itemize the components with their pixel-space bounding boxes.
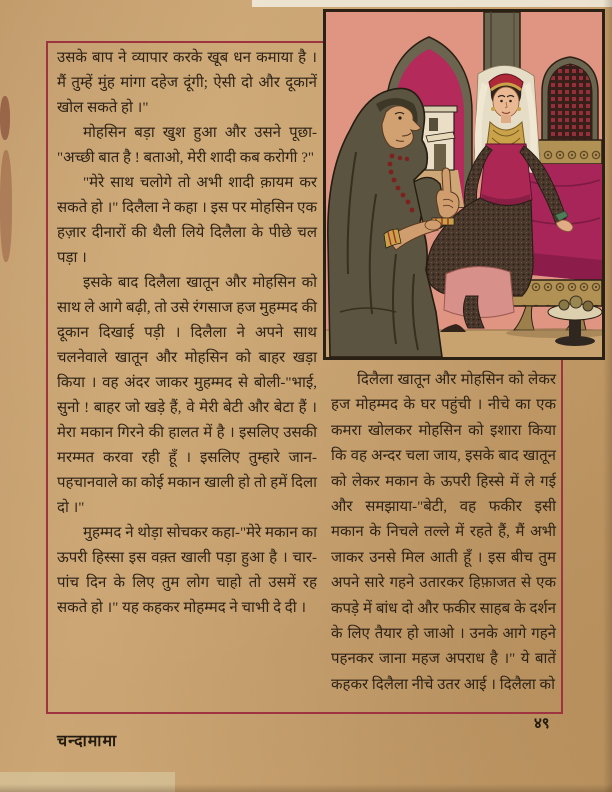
story-paragraph: दिलैला खातून और मोहसिन को लेकर हज मोहम्मद के घर पहुंची । नीचे का एक कमरा खोलकर मोहसिन को इशारा किया कि वह अन्दर चला जाय, इसके बाद खातून को लेकर मकान के ऊपरी हिस्से में ले गई और समझाया-"बेटी, वह फकीर इसी मकान के निचले तल्ले में रहते हैं, मैं अभी जाकर उनसे मिल आती हूँ । इस बीच तुम अपने सारे गहने उतारकर हिफ़ाजत से एक कपड़े में बांध दो और फकीर साहब के दर्शन के लिए तैयार हो जाओ । उनके आगे गहने पहनकर जाना महज अपराध है ।" ये बातें कहकर दिलैला नीचे उतर आई । दिलैला को bbox=[331, 372, 556, 693]
scan-edge-artifact bbox=[0, 96, 10, 140]
story-illustration bbox=[323, 9, 605, 360]
scan-edge-artifact bbox=[603, 0, 612, 792]
scan-edge-artifact bbox=[252, 0, 612, 7]
right-text-column bbox=[331, 368, 556, 698]
story-paragraph: "मेरे साथ चलोगे तो अभी शादी क़ायम कर सकते हो ।" दिलैला ने कहा । इस पर मोहसिन एक हज़ार दीनारों की थैली लिये दिलैला के पीछे चल पड़ा । bbox=[57, 175, 317, 266]
scan-edge-artifact bbox=[0, 150, 12, 262]
story-paragraph: मोहसिन बड़ा खुश हुआ और उसने पूछा-"अच्छी बात है ! बताओ, मेरी शादी कब करोगी ?" bbox=[57, 125, 317, 166]
story-paragraph: इसके बाद दिलैला खातून और मोहसिन को साथ ले आगे बढ़ी, तो उसे रंगसाज हज मुहम्मद की दूकान दिखाई पड़ी । दिलैला ने अपने साथ चलनेवाले खातून और मोहसिन को बाहर खड़ा किया । वह अंदर जाकर मुहम्मद से बोली-"भाई, सुनो ! बाहर जो खड़े हैं, वे मेरी बेटी और बेटा हैं । मेरा मकान गिरने की हालत में है । इसलिए उसकी मरम्मत करवा रही हूँ । इसलिए तुम्हारे जान-पहचानवाले का कोई मकान खाली हो तो हमें दिला दो ।" bbox=[57, 275, 317, 516]
story-illustration-art bbox=[326, 12, 602, 357]
story-paragraph: उसके बाप ने व्यापार करके खूब धन कमाया है । मैं तुम्हें मुंह मांगा दहेज दूंगी; ऐसी दो और दूकानें खोल सकते हो ।" bbox=[57, 50, 317, 116]
scan-edge-artifact bbox=[0, 784, 612, 792]
left-text-column bbox=[57, 46, 317, 621]
magazine-name: चन्दामामा bbox=[57, 733, 118, 750]
page-number: ४९ bbox=[534, 716, 550, 732]
story-paragraph: मुहम्मद ने थोड़ा सोचकर कहा-"मेरे मकान का ऊपरी हिस्सा इस वक़्त खाली पड़ा हुआ है । चार-पांच दिन के लिए तुम लोग चाहो तो उसमें रह सकते हो ।" यह कहकर मोहम्मद ने चाभी दे दी । bbox=[57, 525, 317, 616]
